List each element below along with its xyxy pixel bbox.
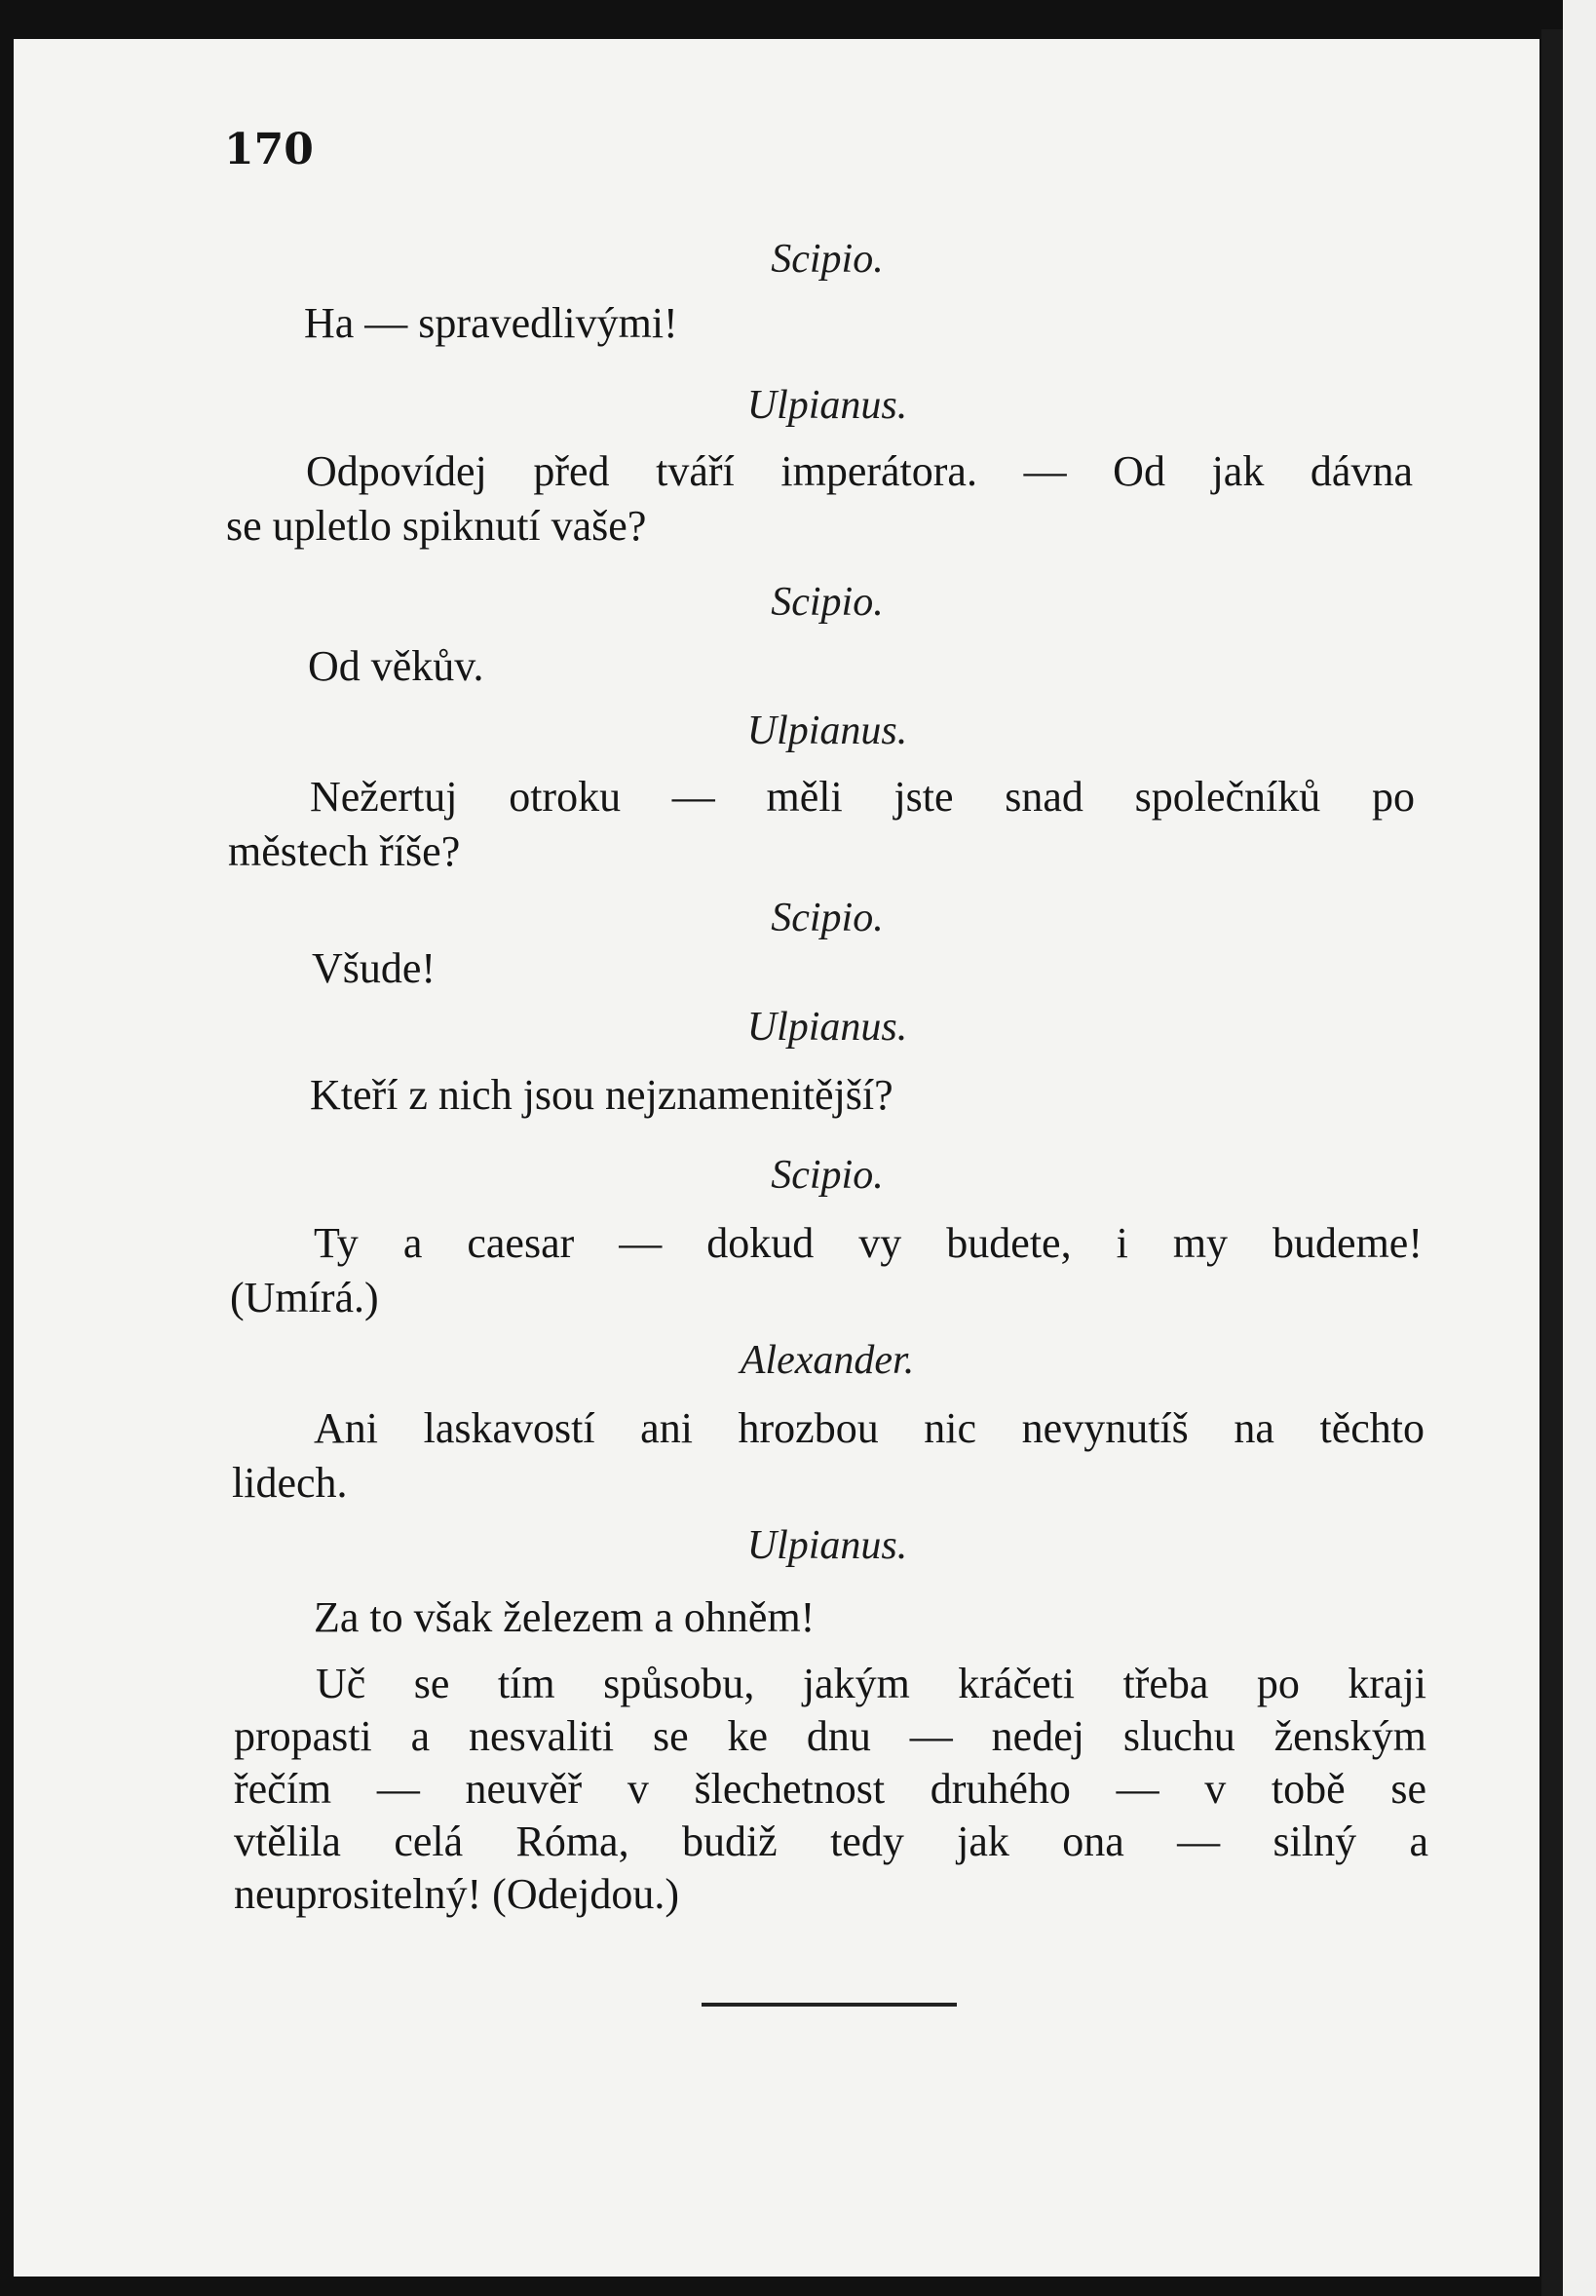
dialogue-line: neuprositelný! (Odejdou.) xyxy=(234,1870,679,1918)
speaker-name: Alexander. xyxy=(740,1338,915,1383)
dialogue-line: Ty a caesar — dokud vy budete, i my budeme! xyxy=(314,1219,1423,1267)
speaker-name: Scipio. xyxy=(771,237,884,282)
dialogue-line: propasti a nesvaliti se ke dnu — nedej sluchu ženským xyxy=(234,1712,1426,1760)
dialogue-line: Od věkův. xyxy=(308,642,484,690)
dialogue-line: se upletlo spiknutí vaše? xyxy=(226,502,647,550)
speaker-name: Scipio. xyxy=(771,580,884,625)
dialogue-line: Všude! xyxy=(312,944,437,992)
dialogue-line: městech říše? xyxy=(228,827,461,875)
dialogue-line: (Umírá.) xyxy=(230,1274,379,1321)
dialogue-line: Uč se tím spůsobu, jakým kráčeti třeba po kraji xyxy=(316,1660,1426,1707)
dialogue-line: Kteří z nich jsou nejznamenitější? xyxy=(310,1071,893,1119)
page-number: 170 xyxy=(224,125,314,174)
speaker-name: Ulpianus. xyxy=(746,1005,908,1050)
speaker-name: Ulpianus. xyxy=(746,1523,908,1568)
dialogue-line: lidech. xyxy=(232,1459,348,1507)
speaker-name: Scipio. xyxy=(771,896,884,940)
speaker-name: Scipio. xyxy=(771,1153,884,1198)
dialogue-line: Ani laskavostí ani hrozbou nic nevynutíš na těchto xyxy=(314,1404,1425,1452)
adjacent-page-edge xyxy=(1563,0,1596,2296)
dialogue-line: Odpovídej před tváří imperátora. — Od jak dávna xyxy=(306,447,1413,495)
dialogue-line: řečím — neuvěř v šlechetnost druhého — v tobě se xyxy=(234,1765,1426,1813)
dialogue-line: Nežertuj otroku — měli jste snad společníků po xyxy=(310,773,1415,821)
dialogue-line: Za to však železem a ohněm! xyxy=(314,1593,816,1641)
speaker-name: Ulpianus. xyxy=(746,383,908,428)
section-divider xyxy=(702,2003,957,2007)
speaker-name: Ulpianus. xyxy=(746,708,908,753)
dialogue-line: Ha — spravedlivými! xyxy=(304,299,678,347)
dialogue-line: vtělila celá Róma, budiž tedy jak ona — silný a xyxy=(234,1818,1428,1865)
